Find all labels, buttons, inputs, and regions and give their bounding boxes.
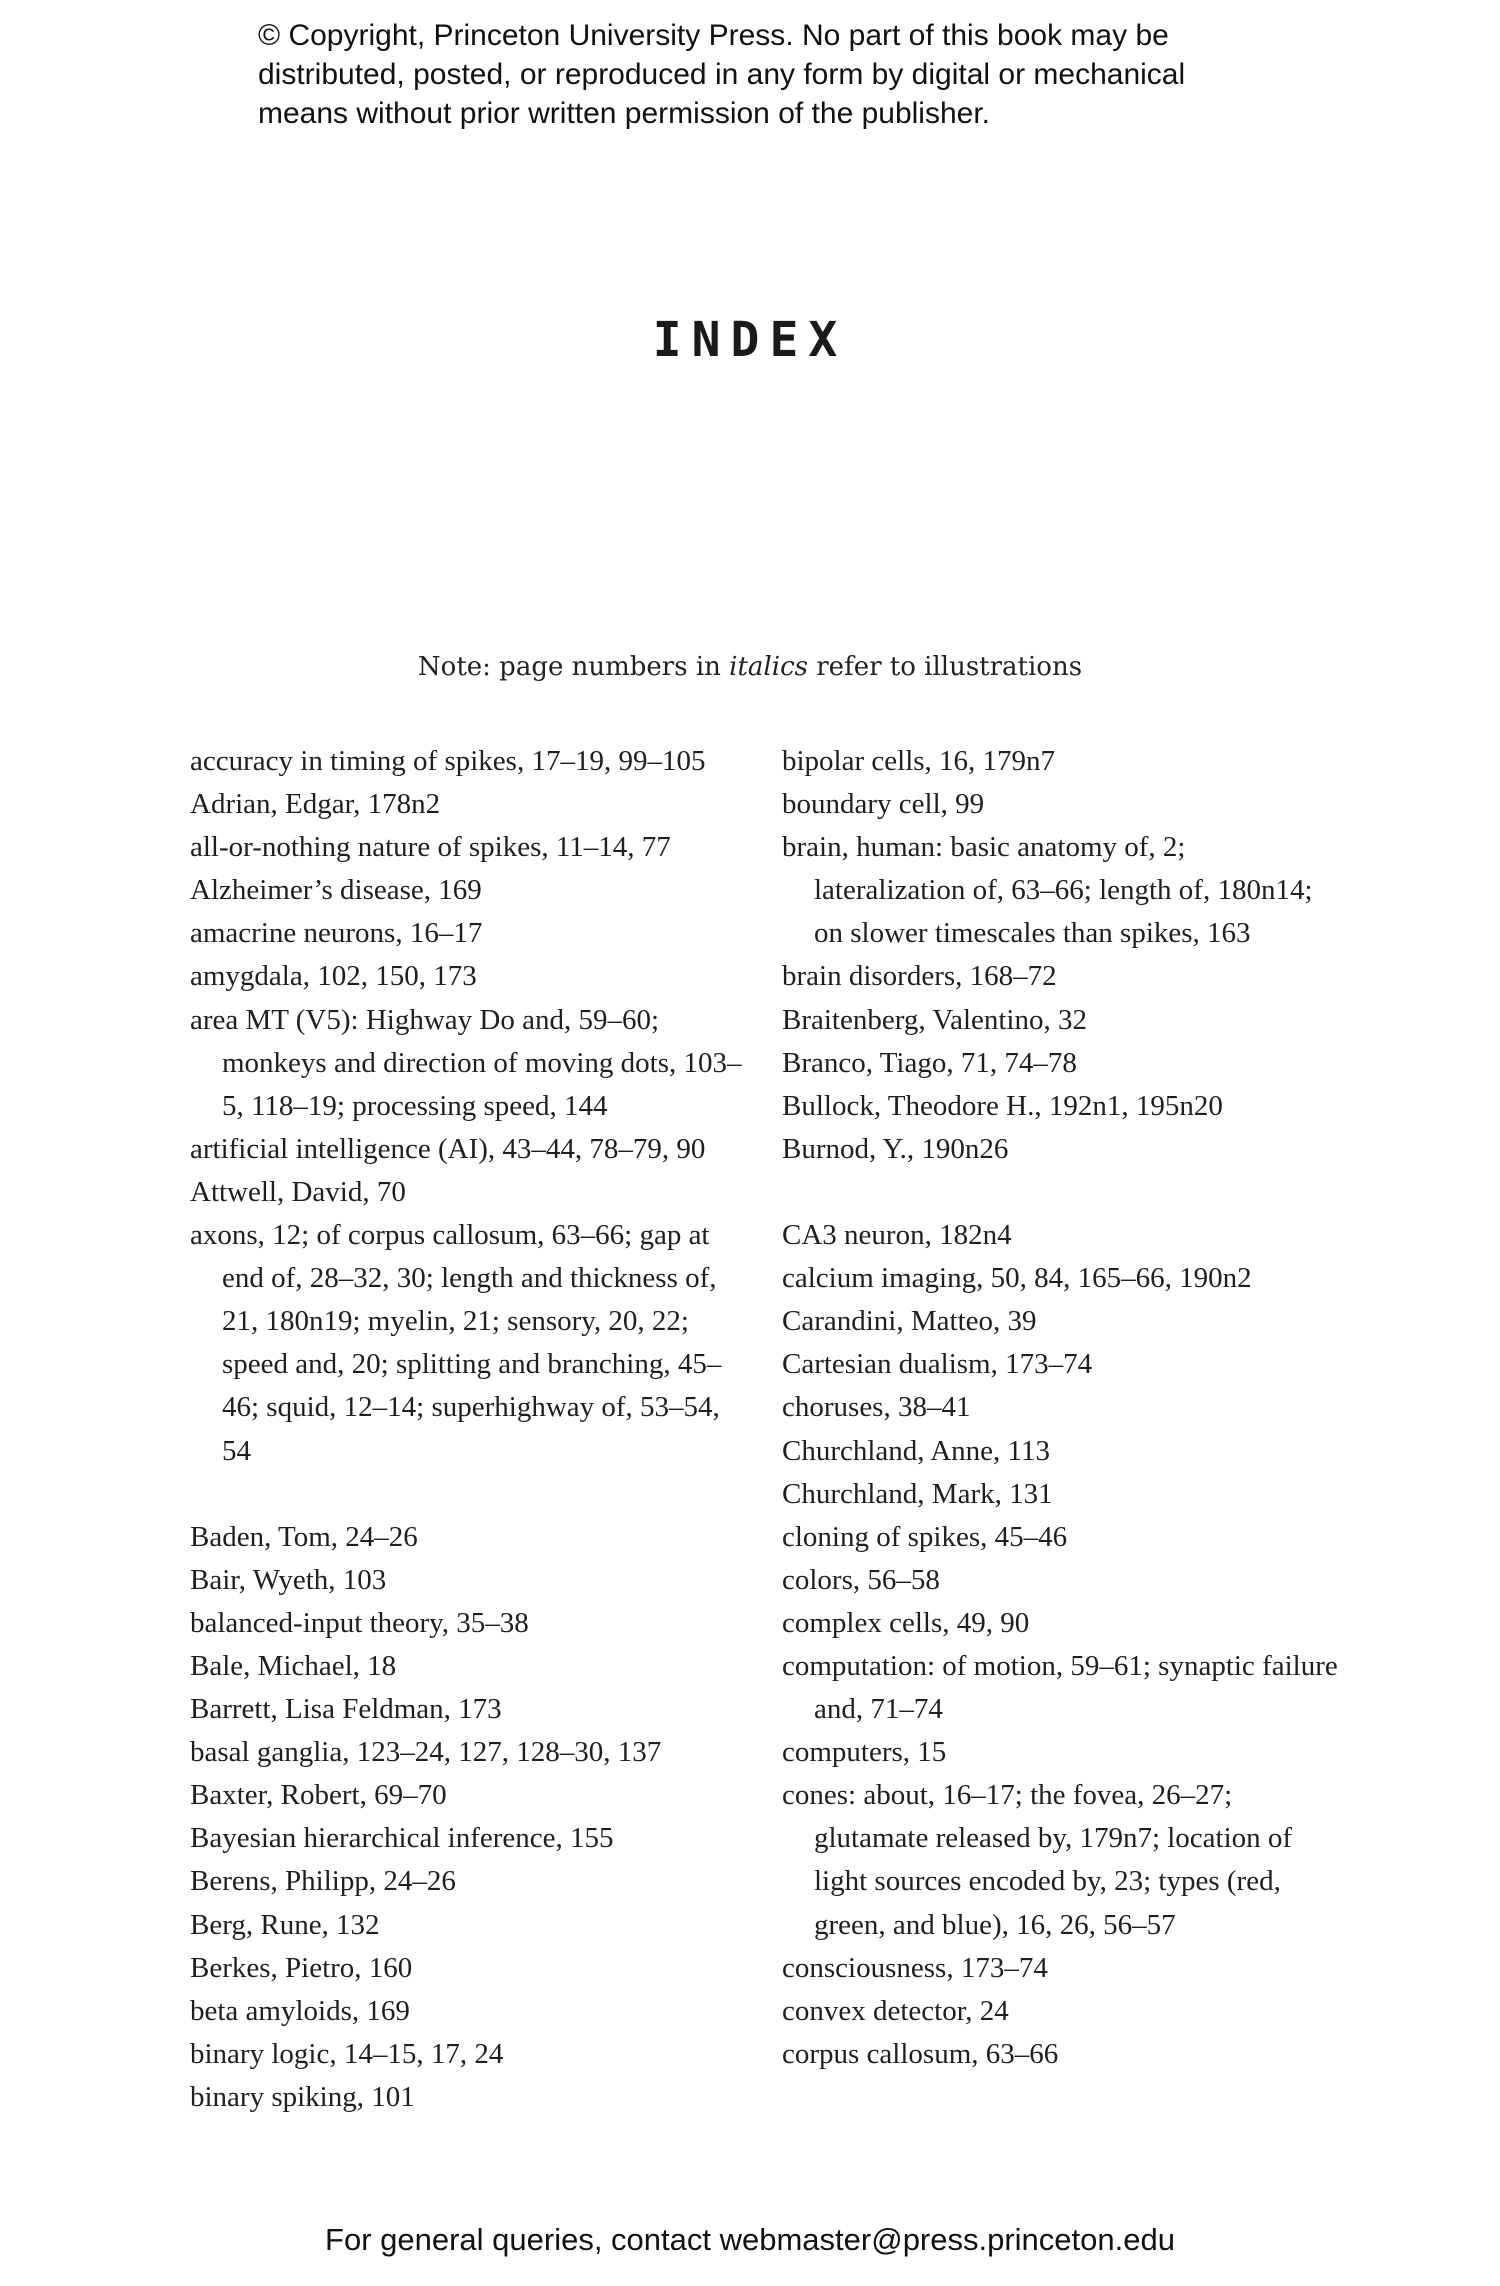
index-entry: Branco, Tiago, 71, 74–78 bbox=[782, 1046, 1077, 1079]
index-entry: binary logic, 14–15, 17, 24 bbox=[190, 2037, 504, 2070]
index-entry: beta amyloids, 169 bbox=[190, 1994, 410, 2027]
note-italic-word: italics bbox=[729, 652, 808, 682]
note-suffix: refer to illustrations bbox=[807, 652, 1083, 682]
letter-group-gap bbox=[190, 1473, 750, 1516]
index-column-right bbox=[782, 740, 1342, 2076]
copyright-notice bbox=[258, 16, 1358, 133]
index-entry: balanced-input theory, 35–38 bbox=[190, 1606, 529, 1639]
index-entry: Bair, Wyeth, 103 bbox=[190, 1563, 387, 1596]
index-entry: Berens, Philipp, 24–26 bbox=[190, 1865, 456, 1898]
index-entry: Barrett, Lisa Feldman, 173 bbox=[190, 1693, 502, 1726]
index-entry: area MT (V5): Highway Do and, 59–60; monkeys and direction of moving dots, 103–5, 118–19; processing speed, 144 bbox=[190, 1003, 742, 1122]
index-entry: Berkes, Pietro, 160 bbox=[190, 1951, 413, 1984]
index-entry: binary spiking, 101 bbox=[190, 2080, 415, 2113]
index-entry: Adrian, Edgar, 178n2 bbox=[190, 788, 441, 821]
index-entry: Carandini, Matteo, 39 bbox=[782, 1305, 1037, 1338]
index-entry: choruses, 38–41 bbox=[782, 1391, 971, 1424]
index-entry: complex cells, 49, 90 bbox=[782, 1606, 1030, 1639]
index-entry: cloning of spikes, 45–46 bbox=[782, 1520, 1068, 1553]
index-entry: axons, 12; of corpus callosum, 63–66; gap at end of, 28–32, 30; length and thickness of, 21, 180n19; myelin, 21; sensory, 20, 22; speed and, 20; splitting and branching, 45–46; squid, 12–14; superhighway of, 53–54, 54 bbox=[190, 1219, 722, 1467]
page-title: INDEX bbox=[652, 312, 848, 368]
index-entry: amygdala, 102, 150, 173 bbox=[190, 960, 477, 993]
index-entry: brain disorders, 168–72 bbox=[782, 960, 1057, 993]
index-entry: amacrine neurons, 16–17 bbox=[190, 917, 483, 950]
copyright-line: distributed, posted, or reproduced in any form by digital or mechanical bbox=[258, 58, 1186, 91]
letter-group-gap bbox=[782, 1171, 1342, 1214]
copyright-line: © Copyright, Princeton University Press. No part of this book may be bbox=[258, 19, 1169, 52]
index-entry: artificial intelligence (AI), 43–44, 78–79, 90 bbox=[190, 1132, 706, 1165]
index-entry: all-or-nothing nature of spikes, 11–14, 77 bbox=[190, 831, 671, 864]
index-entry: computation: of motion, 59–61; synaptic failure and, 71–74 bbox=[782, 1649, 1338, 1726]
index-entry: bipolar cells, 16, 179n7 bbox=[782, 745, 1056, 777]
index-entry: convex detector, 24 bbox=[782, 1994, 1009, 2027]
index-entry: basal ganglia, 123–24, 127, 128–30, 137 bbox=[190, 1736, 662, 1769]
index-entry: computers, 15 bbox=[782, 1736, 947, 1769]
index-note bbox=[0, 652, 1500, 682]
index-entry: Alzheimer’s disease, 169 bbox=[190, 874, 482, 907]
index-entry: brain, human: basic anatomy of, 2; lateralization of, 63–66; length of, 180n14; on slower timescales than spikes, 163 bbox=[782, 831, 1313, 950]
index-entry: Baden, Tom, 24–26 bbox=[190, 1520, 418, 1553]
index-entry: Bullock, Theodore H., 192n1, 195n20 bbox=[782, 1089, 1223, 1122]
index-entry: Braitenberg, Valentino, 32 bbox=[782, 1003, 1087, 1036]
index-entry: boundary cell, 99 bbox=[782, 788, 985, 821]
index-entry: corpus callosum, 63–66 bbox=[782, 2037, 1059, 2070]
note-prefix: Note: page numbers in bbox=[417, 652, 730, 682]
index-entry: cones: about, 16–17; the fovea, 26–27; glutamate released by, 179n7; location of light sources encoded by, 23; types (red, green, and blue), 16, 26, 56–57 bbox=[782, 1779, 1293, 1941]
index-entry: Churchland, Mark, 131 bbox=[782, 1477, 1053, 1510]
index-entry: colors, 56–58 bbox=[782, 1563, 940, 1596]
index-entry: calcium imaging, 50, 84, 165–66, 190n2 bbox=[782, 1262, 1252, 1295]
index-entry: consciousness, 173–74 bbox=[782, 1951, 1048, 1984]
footer-contact: For general queries, contact webmaster@press.princeton.edu bbox=[325, 2222, 1175, 2257]
index-entry: Bale, Michael, 18 bbox=[190, 1649, 397, 1682]
index-entry: Burnod, Y., 190n26 bbox=[782, 1132, 1009, 1165]
index-entry: Churchland, Anne, 113 bbox=[782, 1434, 1050, 1467]
index-entry: accuracy in timing of spikes, 17–19, 99–105 bbox=[190, 745, 706, 777]
index-entry: Bayesian hierarchical inference, 155 bbox=[190, 1822, 614, 1855]
index-entry: Berg, Rune, 132 bbox=[190, 1908, 380, 1941]
index-entry: Baxter, Robert, 69–70 bbox=[190, 1779, 447, 1812]
index-entry: CA3 neuron, 182n4 bbox=[782, 1219, 1012, 1252]
index-entry: Attwell, David, 70 bbox=[190, 1175, 406, 1208]
index-column-left bbox=[190, 740, 750, 2119]
copyright-line: means without prior written permission of the publisher. bbox=[258, 97, 991, 130]
index-entry: Cartesian dualism, 173–74 bbox=[782, 1348, 1093, 1381]
